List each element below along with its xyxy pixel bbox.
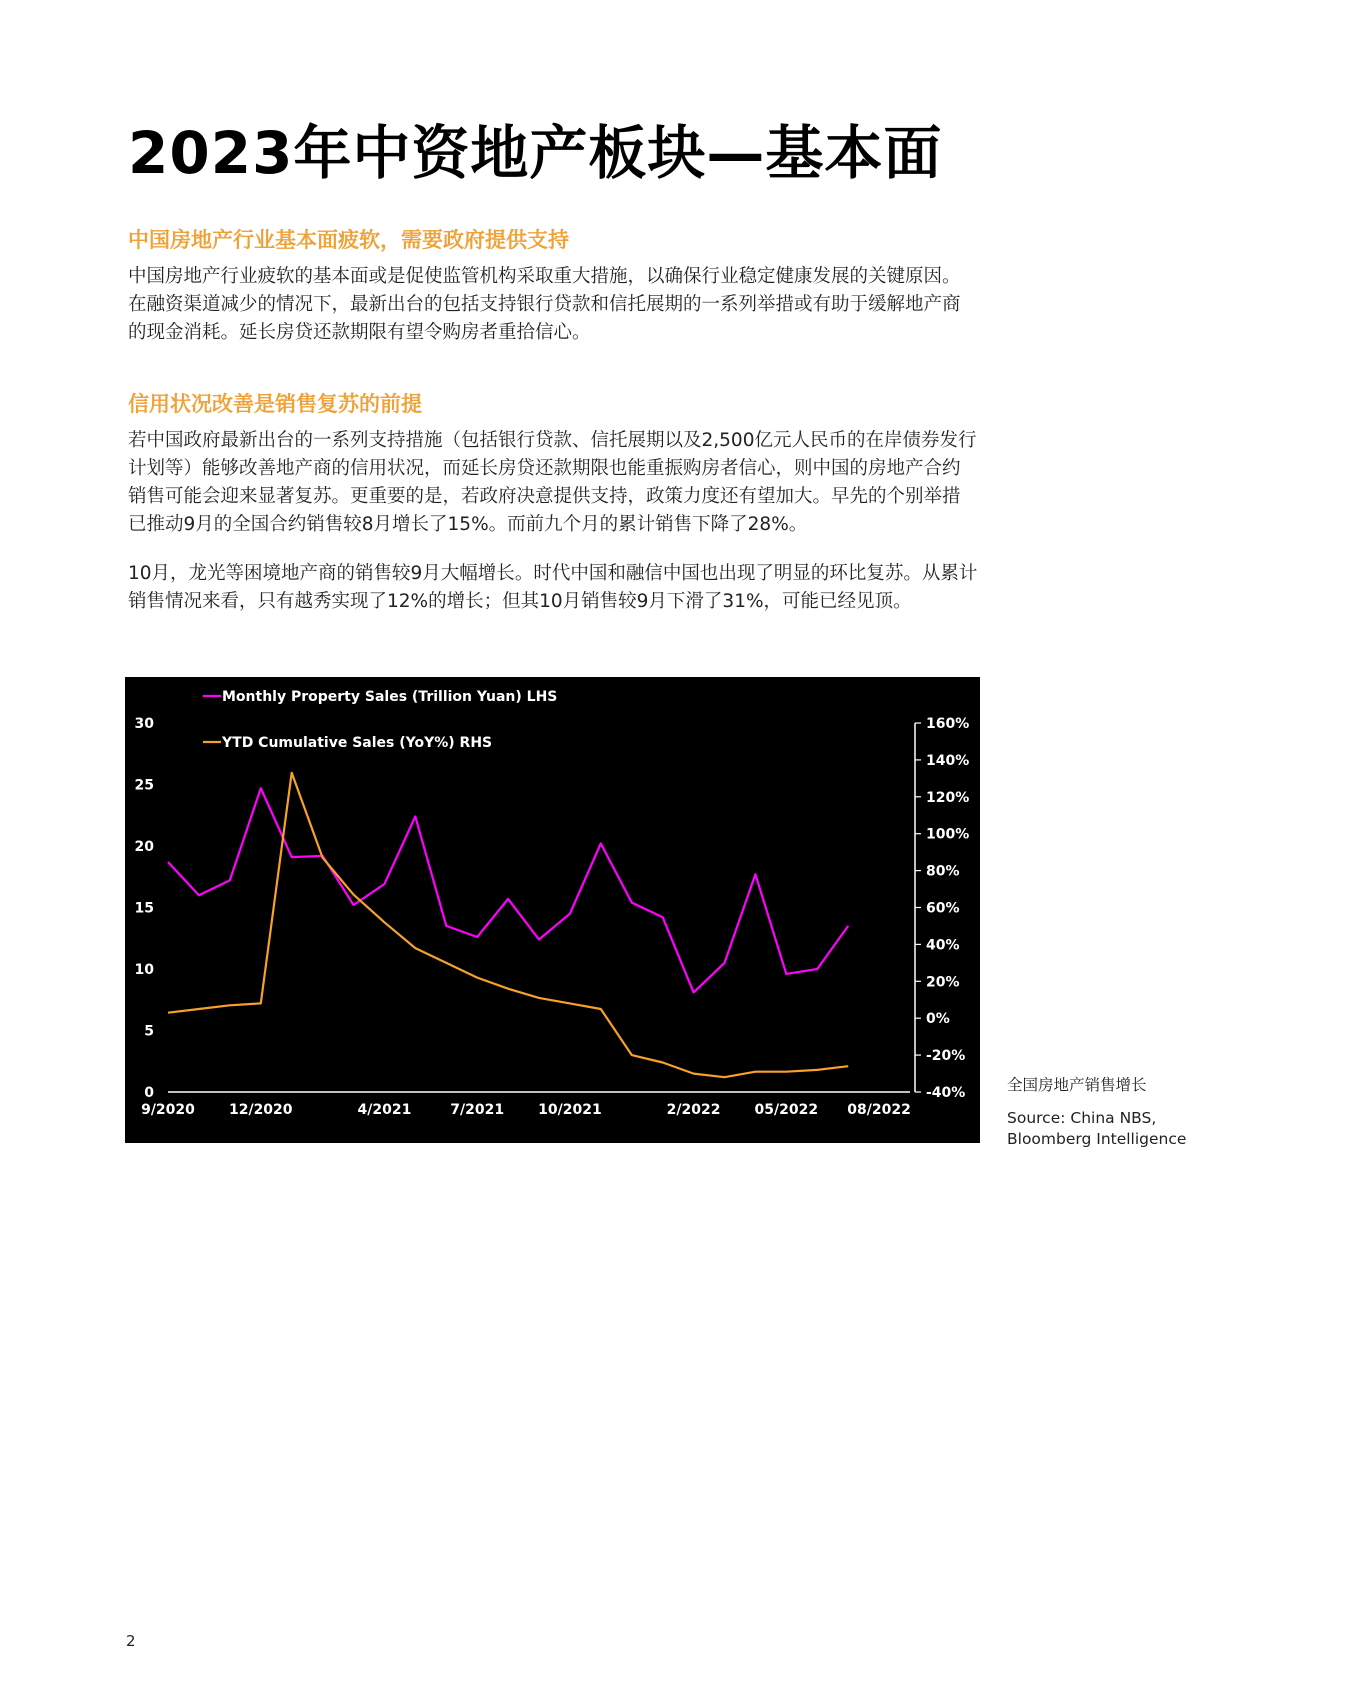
left-tick-label: 30 [134, 716, 154, 732]
chart-legend [203, 689, 557, 751]
x-tick-label: 05/2022 [754, 1102, 819, 1118]
chart-axes [135, 716, 970, 1118]
chart-lines [168, 773, 848, 1078]
series-line-ytd-cumulative [168, 773, 848, 1077]
series-line-monthly-sales [168, 788, 848, 992]
page-number: 2 [126, 1632, 136, 1650]
section2-heading: 信用状况改善是销售复苏的前提 [128, 392, 422, 416]
chart-source-line1: Source: China NBS, [1007, 1109, 1157, 1127]
legend-label: Monthly Property Sales (Trillion Yuan) LHS [222, 689, 558, 705]
right-tick-label: 100% [926, 826, 970, 843]
chart-source-line2: Bloomberg Intelligence [1007, 1130, 1187, 1148]
right-tick-label: 60% [926, 900, 960, 917]
x-tick-label: 4/2021 [357, 1102, 412, 1118]
x-tick-label: 2/2022 [666, 1102, 721, 1118]
right-tick-label: 160% [926, 716, 970, 732]
chart-caption-title: 全国房地产销售增长 [1007, 1076, 1147, 1094]
left-tick-label: 25 [134, 777, 154, 794]
left-tick-label: 15 [134, 900, 154, 917]
x-tick-label: 12/2020 [228, 1102, 293, 1118]
left-tick-label: 5 [144, 1023, 154, 1040]
x-tick-label: 9/2020 [141, 1102, 195, 1118]
sales-chart [125, 677, 980, 1143]
right-tick-label: -20% [926, 1048, 966, 1065]
section1-heading: 中国房地产行业基本面疲软，需要政府提供支持 [128, 228, 569, 252]
left-tick-label: 10 [134, 962, 154, 978]
page-title: 2023年中资地产板块—基本面 [128, 119, 943, 187]
section2-body1: 若中国政府最新出台的一系列支持措施（包括银行贷款、信托展期以及2,500亿元人民币的在岸债券发行计划等）能够改善地产商的信用状况，而延长房贷还款期限也能重振购房者信心，则中国的房地产合约销售可能会迎来显著复苏。更重要的是，若政府决意提供支持，政策力度还有望加大。早先的个别举措已推动9月的全国合约销售较8月增长了15%。而前九个月的累计销售下降了28%。 [128, 430, 977, 535]
right-tick-label: 40% [926, 937, 960, 954]
legend-label: YTD Cumulative Sales (YoY%) RHS [222, 735, 493, 751]
left-tick-label: 0 [144, 1085, 154, 1101]
right-tick-label: 80% [926, 863, 960, 880]
x-tick-label: 08/2022 [847, 1102, 911, 1118]
right-tick-label: -40% [926, 1085, 966, 1101]
left-tick-label: 20 [134, 839, 154, 855]
section1-body: 中国房地产行业疲软的基本面或是促使监管机构采取重大措施，以确保行业稳定健康发展的关键原因。在融资渠道减少的情况下，最新出台的包括支持银行贷款和信托展期的一系列举措或有助于缓解地产商的现金消耗。延长房贷还款期限有望令购房者重拾信心。 [128, 266, 961, 343]
sales-chart-svg [125, 677, 980, 1143]
section2-body2: 10月，龙光等困境地产商的销售较9月大幅增长。时代中国和融信中国也出现了明显的环比复苏。从累计销售情况来看，只有越秀实现了12%的增长；但其10月销售较9月下滑了31%，可能已经见顶。 [128, 563, 978, 612]
right-tick-label: 20% [926, 974, 960, 991]
x-tick-label: 7/2021 [450, 1102, 505, 1118]
x-tick-label: 10/2021 [538, 1102, 602, 1118]
right-tick-label: 0% [926, 1011, 950, 1028]
right-tick-label: 140% [926, 752, 970, 769]
right-tick-label: 120% [926, 789, 970, 806]
